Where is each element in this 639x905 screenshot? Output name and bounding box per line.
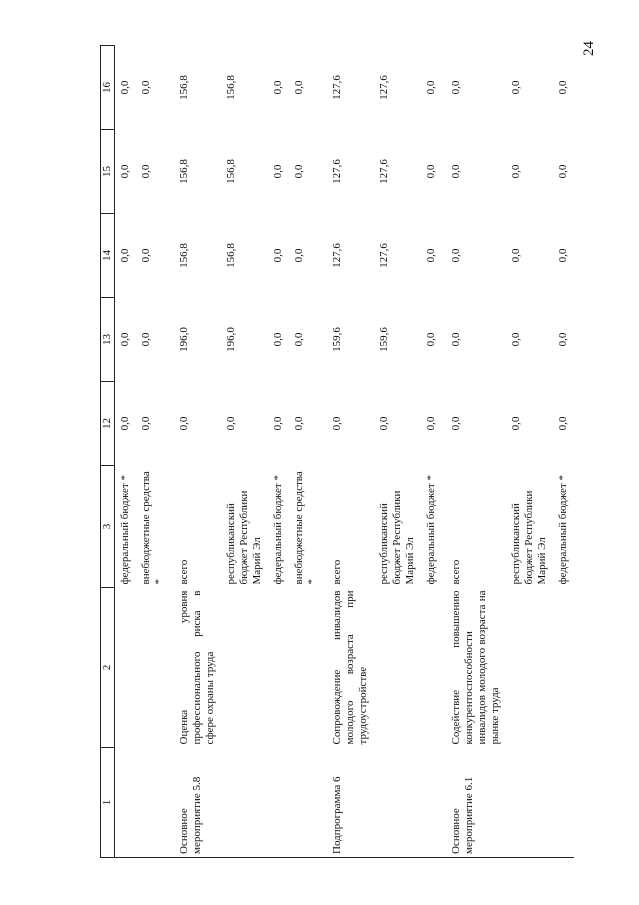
header-cell: 16: [101, 46, 115, 130]
budget-table: [100, 45, 574, 858]
value-cell: 0,0: [140, 416, 152, 431]
value-cell: 0,0: [450, 416, 462, 431]
value-cell: 0,0: [557, 416, 569, 431]
header-cell: 15: [101, 130, 115, 214]
header-cell: 3: [101, 466, 115, 588]
table-row: [421, 46, 442, 858]
value-cell: 0,0: [450, 248, 462, 263]
value-cell: 0,0: [119, 416, 131, 431]
description-cell: [374, 588, 421, 748]
funding-source-cell: республиканский бюджет Республики Марий Эл: [225, 490, 263, 585]
header-cell: 14: [101, 214, 115, 298]
value-cell: 0,0: [293, 332, 305, 347]
description-cell: [268, 588, 289, 748]
value-cell: 0,0: [557, 164, 569, 179]
table-row: [506, 46, 553, 858]
funding-source-cell: федеральный бюджет *: [557, 475, 569, 585]
description-cell: [289, 588, 323, 748]
table-row: [115, 46, 137, 858]
table-row: [289, 46, 323, 858]
value-cell: 0,0: [510, 80, 522, 95]
table-row: [374, 46, 421, 858]
table-row: [136, 46, 170, 858]
funding-source-cell: внебюджетные средства *: [140, 471, 165, 585]
value-cell: 0,0: [293, 164, 305, 179]
value-cell: 196,0: [178, 327, 190, 352]
description-cell: [553, 588, 574, 748]
program-name-cell: [115, 748, 137, 858]
budget-table-rotated: [100, 46, 639, 858]
value-cell: 159,6: [378, 327, 390, 352]
program-name-cell: [506, 748, 553, 858]
header-cell: 2: [101, 588, 115, 748]
value-cell: 0,0: [272, 164, 284, 179]
table-row: [170, 46, 221, 858]
description-cell: [136, 588, 170, 748]
funding-source-cell: всего: [450, 559, 462, 585]
value-cell: 0,0: [272, 80, 284, 95]
funding-source-cell: внебюджетные средства *: [293, 471, 318, 585]
value-cell: 127,6: [331, 243, 343, 268]
table-row: [221, 46, 268, 858]
value-cell: 0,0: [557, 332, 569, 347]
description-cell: [221, 588, 268, 748]
value-cell: 0,0: [140, 164, 152, 179]
program-name-cell: [421, 748, 442, 858]
value-cell: 0,0: [510, 164, 522, 179]
table-row: [442, 46, 506, 858]
value-cell: 127,6: [331, 159, 343, 184]
description-cell: [506, 588, 553, 748]
value-cell: 127,6: [378, 159, 390, 184]
funding-source-cell: всего: [331, 559, 343, 585]
value-cell: 0,0: [225, 416, 237, 431]
funding-source-cell: федеральный бюджет *: [425, 475, 437, 585]
value-cell: 0,0: [510, 416, 522, 431]
description-cell: Сопровождение инвалидов молодого возраста при трудоустройстве: [331, 590, 369, 745]
value-cell: 0,0: [119, 80, 131, 95]
value-cell: 0,0: [425, 248, 437, 263]
description-cell: Содействие повышению конкурентоспособности инвалидов молодого возраста на рынке труда: [450, 590, 501, 745]
value-cell: 0,0: [272, 248, 284, 263]
value-cell: 156,8: [225, 75, 237, 100]
value-cell: 0,0: [272, 416, 284, 431]
value-cell: 156,8: [225, 243, 237, 268]
page-number: 24: [581, 41, 597, 56]
value-cell: 0,0: [425, 80, 437, 95]
value-cell: 127,6: [378, 243, 390, 268]
value-cell: 0,0: [450, 332, 462, 347]
table-row: [268, 46, 289, 858]
value-cell: 0,0: [331, 416, 343, 431]
header-row: [101, 46, 115, 858]
value-cell: 0,0: [450, 164, 462, 179]
value-cell: 127,6: [378, 75, 390, 100]
value-cell: 0,0: [272, 332, 284, 347]
value-cell: 0,0: [557, 248, 569, 263]
program-name-cell: [136, 748, 170, 858]
description-cell: Оценка уровня профессионального риска в сфере охраны труда: [178, 590, 216, 745]
table-body: [115, 46, 575, 858]
value-cell: 159,6: [331, 327, 343, 352]
value-cell: 0,0: [178, 416, 190, 431]
value-cell: 0,0: [293, 248, 305, 263]
value-cell: 0,0: [378, 416, 390, 431]
program-name-cell: Подпрограмма 6: [323, 748, 374, 858]
program-name-cell: Основное мероприятие 6.1: [442, 748, 506, 858]
value-cell: 0,0: [119, 248, 131, 263]
description-cell: [421, 588, 442, 748]
program-name-cell: [221, 748, 268, 858]
value-cell: 0,0: [425, 416, 437, 431]
funding-source-cell: республиканский бюджет Республики Марий Эл: [510, 490, 548, 585]
funding-source-cell: республиканский бюджет Республики Марий Эл: [378, 490, 416, 585]
program-name-cell: [553, 748, 574, 858]
table-row: [323, 46, 374, 858]
value-cell: 0,0: [293, 416, 305, 431]
value-cell: 0,0: [119, 332, 131, 347]
value-cell: 0,0: [140, 248, 152, 263]
value-cell: 0,0: [119, 164, 131, 179]
program-name-cell: [268, 748, 289, 858]
value-cell: 127,6: [331, 75, 343, 100]
value-cell: 156,8: [178, 243, 190, 268]
value-cell: 0,0: [425, 332, 437, 347]
value-cell: 196,0: [225, 327, 237, 352]
table-row: [553, 46, 574, 858]
value-cell: 0,0: [450, 80, 462, 95]
value-cell: 0,0: [140, 332, 152, 347]
header-cell: 13: [101, 298, 115, 382]
program-name-cell: [374, 748, 421, 858]
value-cell: 0,0: [425, 164, 437, 179]
value-cell: 0,0: [510, 248, 522, 263]
value-cell: 0,0: [557, 80, 569, 95]
value-cell: 156,8: [178, 75, 190, 100]
funding-source-cell: федеральный бюджет *: [119, 475, 131, 585]
program-name-cell: [289, 748, 323, 858]
funding-source-cell: всего: [178, 559, 190, 585]
value-cell: 0,0: [510, 332, 522, 347]
value-cell: 156,8: [178, 159, 190, 184]
value-cell: 0,0: [140, 80, 152, 95]
value-cell: 0,0: [293, 80, 305, 95]
funding-source-cell: федеральный бюджет *: [272, 475, 284, 585]
header-cell: 12: [101, 382, 115, 466]
description-cell: [115, 588, 137, 748]
value-cell: 156,8: [225, 159, 237, 184]
header-cell: 1: [101, 748, 115, 858]
program-name-cell: Основное мероприятие 5.8: [170, 748, 221, 858]
